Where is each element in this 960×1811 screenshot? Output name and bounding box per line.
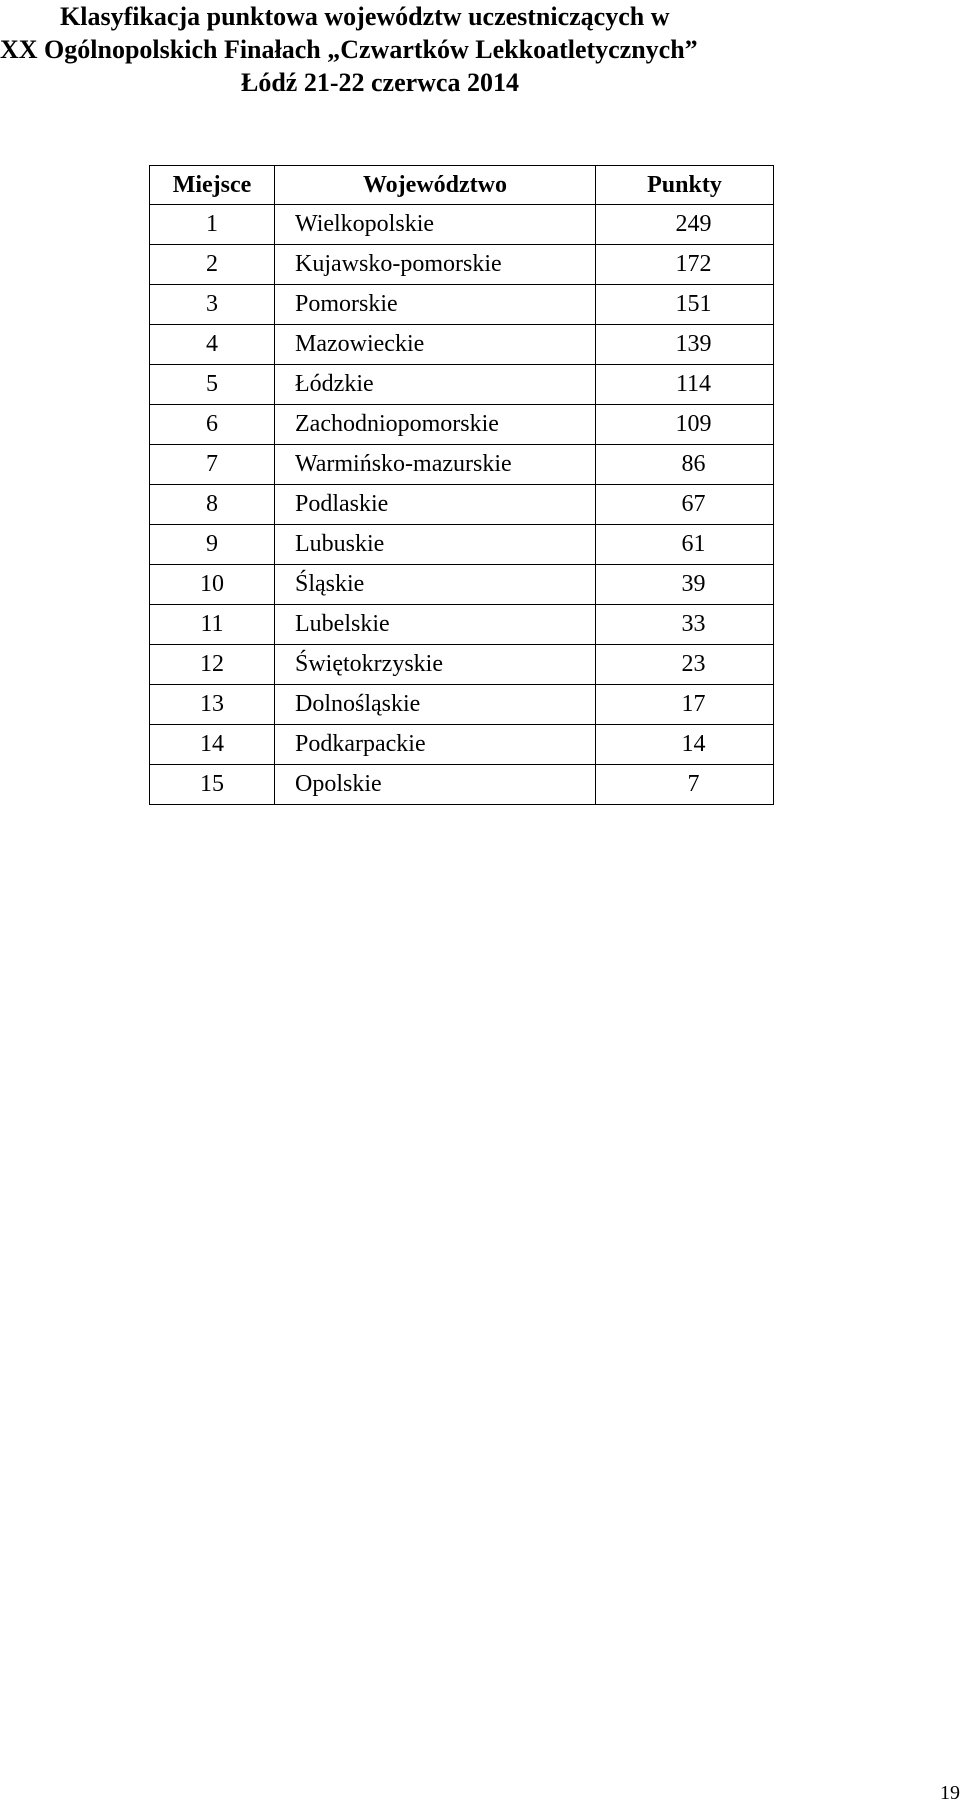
cell-region: Mazowieckie (275, 325, 596, 365)
cell-points: 14 (596, 725, 774, 765)
cell-region: Podlaskie (275, 485, 596, 525)
title-line-1: Klasyfikacja punktowa województw uczestniczących w (60, 2, 670, 31)
cell-place: 6 (150, 405, 275, 445)
cell-region: Kujawsko-pomorskie (275, 245, 596, 285)
cell-region: Warmińsko-mazurskie (275, 445, 596, 485)
cell-points: 17 (596, 685, 774, 725)
table-row (150, 685, 774, 725)
cell-place: 9 (150, 525, 275, 565)
cell-points: 109 (596, 405, 774, 445)
header-points: Punkty (596, 166, 774, 205)
cell-place: 8 (150, 485, 275, 525)
cell-points: 86 (596, 445, 774, 485)
table-row (150, 405, 774, 445)
cell-points: 67 (596, 485, 774, 525)
cell-region: Wielkopolskie (275, 205, 596, 245)
title-line-3: Łódź 21-22 czerwca 2014 (241, 68, 519, 97)
table-row (150, 445, 774, 485)
cell-points: 114 (596, 365, 774, 405)
header-place: Miejsce (150, 166, 275, 205)
cell-region: Pomorskie (275, 285, 596, 325)
cell-place: 12 (150, 645, 275, 685)
cell-points: 33 (596, 605, 774, 645)
cell-region: Świętokrzyskie (275, 645, 596, 685)
table-row (150, 245, 774, 285)
cell-points: 139 (596, 325, 774, 365)
cell-place: 10 (150, 565, 275, 605)
cell-points: 23 (596, 645, 774, 685)
table-row (150, 645, 774, 685)
cell-points: 39 (596, 565, 774, 605)
table-row (150, 325, 774, 365)
cell-points: 249 (596, 205, 774, 245)
table-row (150, 725, 774, 765)
cell-place: 15 (150, 765, 275, 805)
cell-points: 172 (596, 245, 774, 285)
header-region: Województwo (275, 166, 596, 205)
cell-region: Lubelskie (275, 605, 596, 645)
cell-region: Podkarpackie (275, 725, 596, 765)
cell-region: Lubuskie (275, 525, 596, 565)
cell-points: 151 (596, 285, 774, 325)
cell-points: 61 (596, 525, 774, 565)
cell-place: 5 (150, 365, 275, 405)
table-row (150, 605, 774, 645)
table-row (150, 285, 774, 325)
cell-place: 2 (150, 245, 275, 285)
cell-place: 1 (150, 205, 275, 245)
cell-region: Łódzkie (275, 365, 596, 405)
table-row (150, 485, 774, 525)
cell-region: Zachodniopomorskie (275, 405, 596, 445)
title-line-2: XX Ogólnopolskich Finałach „Czwartków Lekkoatletycznych” (0, 35, 698, 64)
table-row (150, 205, 774, 245)
page-number: 19 (940, 1782, 960, 1804)
cell-region: Opolskie (275, 765, 596, 805)
cell-place: 3 (150, 285, 275, 325)
cell-place: 11 (150, 605, 275, 645)
cell-place: 14 (150, 725, 275, 765)
table-body (150, 205, 774, 805)
table-header-row (150, 166, 774, 205)
table-row (150, 365, 774, 405)
cell-points: 7 (596, 765, 774, 805)
cell-place: 4 (150, 325, 275, 365)
table-row (150, 525, 774, 565)
cell-region: Dolnośląskie (275, 685, 596, 725)
table-row (150, 565, 774, 605)
document-title (0, 0, 960, 99)
cell-place: 13 (150, 685, 275, 725)
table-row (150, 765, 774, 805)
cell-place: 7 (150, 445, 275, 485)
cell-region: Śląskie (275, 565, 596, 605)
classification-table (149, 165, 774, 805)
